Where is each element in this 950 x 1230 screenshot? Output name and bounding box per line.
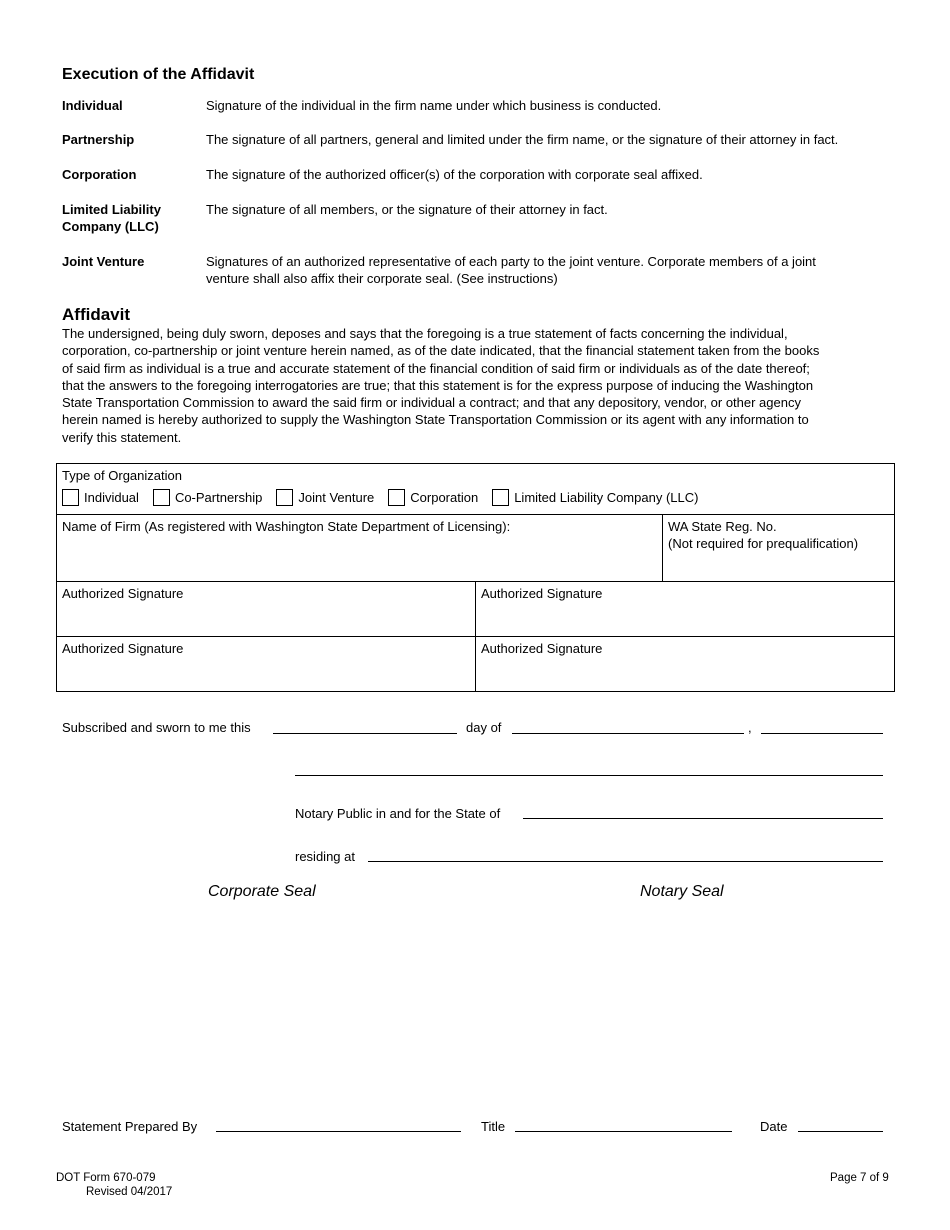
exec-label-llc-line2: Company (LLC) xyxy=(62,219,159,234)
exec-text-individual: Signature of the individual in the firm name under which business is conducted. xyxy=(206,98,662,113)
firm-name-field[interactable] xyxy=(57,537,661,580)
notary-seal-label: Notary Seal xyxy=(640,883,724,900)
authorized-signature-label: Authorized Signature xyxy=(481,586,603,601)
wa-reg-label-line1: WA State Reg. No. xyxy=(668,519,777,534)
option-corporation[interactable] xyxy=(388,489,478,506)
affidavit-line: verify this statement. xyxy=(62,429,182,445)
joint-venture-checkbox[interactable] xyxy=(276,489,293,506)
affidavit-line: corporation, co-partnership or joint venture herein named, as of the date indicated, that the financial statement taken from the books xyxy=(62,343,820,359)
option-label: Joint Venture xyxy=(298,490,375,505)
comma-text: , xyxy=(748,720,752,735)
affidavit-line: that the answers to the foregoing interrogatories are true; that this statement is for the express purpose of inducing the Washington xyxy=(62,377,814,393)
affidavit-line: herein named is hereby authorized to supply the Washington State Transportation Commission or its agent with any information to xyxy=(62,412,809,428)
exec-text-partnership: The signature of all partners, general and limited under the firm name, or the signature of their attorney in fact. xyxy=(206,132,839,147)
form-divider xyxy=(56,514,895,515)
prepared-by-line[interactable] xyxy=(216,1131,461,1132)
form-number: DOT Form 670-079 xyxy=(56,1172,156,1184)
option-co-partnership[interactable] xyxy=(153,489,262,506)
organization-type-options xyxy=(62,489,712,506)
notary-public-text: Notary Public in and for the State of xyxy=(295,806,501,821)
notary-signature-line[interactable] xyxy=(295,775,883,776)
firm-name-label: Name of Firm (As registered with Washington State Department of Licensing): xyxy=(62,519,511,534)
day-of-text: day of xyxy=(466,720,502,735)
authorized-signature-field[interactable] xyxy=(57,658,474,691)
wa-reg-label-line2: (Not required for prequalification) xyxy=(668,536,859,551)
residing-at-line[interactable] xyxy=(368,861,883,862)
option-llc[interactable] xyxy=(492,489,698,506)
residing-at-text: residing at xyxy=(295,849,355,864)
exec-text-joint-venture-line1: Signatures of an authorized representative of each party to the joint venture. Corporate members of a joint xyxy=(206,254,816,269)
affidavit-title: Affidavit xyxy=(62,305,130,324)
title-label: Title xyxy=(481,1119,506,1134)
authorized-signature-label: Authorized Signature xyxy=(481,641,603,656)
subscribed-sworn-text: Subscribed and sworn to me this xyxy=(62,720,251,735)
authorized-signature-label: Authorized Signature xyxy=(62,586,184,601)
sworn-day-line[interactable] xyxy=(273,733,457,734)
exec-text-corporation: The signature of the authorized officer(s) of the corporation with corporate seal affixed. xyxy=(206,167,703,182)
date-label: Date xyxy=(760,1119,788,1134)
exec-label-individual: Individual xyxy=(62,98,123,113)
exec-label-corporation: Corporation xyxy=(62,167,137,182)
affidavit-line: of said firm as individual is a true and accurate statement of the financial condition of said firm or individuals as of the date thereof; xyxy=(62,360,810,376)
sworn-year-line[interactable] xyxy=(761,733,883,734)
exec-label-joint-venture: Joint Venture xyxy=(62,254,145,269)
exec-text-llc: The signature of all members, or the signature of their attorney in fact. xyxy=(206,202,608,217)
title-line[interactable] xyxy=(515,1131,732,1132)
notary-state-line[interactable] xyxy=(523,818,883,819)
authorized-signature-field[interactable] xyxy=(476,603,894,635)
option-individual[interactable] xyxy=(62,489,139,506)
corporate-seal-label: Corporate Seal xyxy=(208,883,316,900)
individual-checkbox[interactable] xyxy=(62,489,79,506)
authorized-signature-field[interactable] xyxy=(476,658,894,691)
exec-label-llc-line1: Limited Liability xyxy=(62,202,161,217)
authorized-signature-label: Authorized Signature xyxy=(62,641,184,656)
date-line[interactable] xyxy=(798,1131,883,1132)
page-number: Page 7 of 9 xyxy=(830,1172,889,1184)
corporation-checkbox[interactable] xyxy=(388,489,405,506)
option-label: Corporation xyxy=(410,490,479,505)
sworn-month-line[interactable] xyxy=(512,733,744,734)
option-label: Individual xyxy=(84,490,139,505)
option-joint-venture[interactable] xyxy=(276,489,374,506)
affidavit-body xyxy=(62,325,902,446)
option-label: Limited Liability Company (LLC) xyxy=(514,490,699,505)
prepared-by-label: Statement Prepared By xyxy=(62,1119,198,1134)
llc-checkbox[interactable] xyxy=(492,489,509,506)
type-of-organization-label: Type of Organization xyxy=(62,468,182,483)
wa-reg-field[interactable] xyxy=(663,554,894,580)
execution-title: Execution of the Affidavit xyxy=(62,66,255,83)
affidavit-line: The undersigned, being duly sworn, deposes and says that the foregoing is a true statement of facts concerning the individual, xyxy=(62,326,788,341)
affidavit-line: State Transportation Commission to award the said firm or individual a contract; and that any depository, vendor, or other agency xyxy=(62,395,801,411)
exec-text-joint-venture-line2: venture shall also affix their corporate seal. (See instructions) xyxy=(206,271,558,286)
exec-label-partnership: Partnership xyxy=(62,132,135,147)
revision-date: Revised 04/2017 xyxy=(86,1186,173,1198)
authorized-signature-field[interactable] xyxy=(57,603,474,635)
option-label: Co-Partnership xyxy=(174,490,263,505)
co-partnership-checkbox[interactable] xyxy=(153,489,170,506)
